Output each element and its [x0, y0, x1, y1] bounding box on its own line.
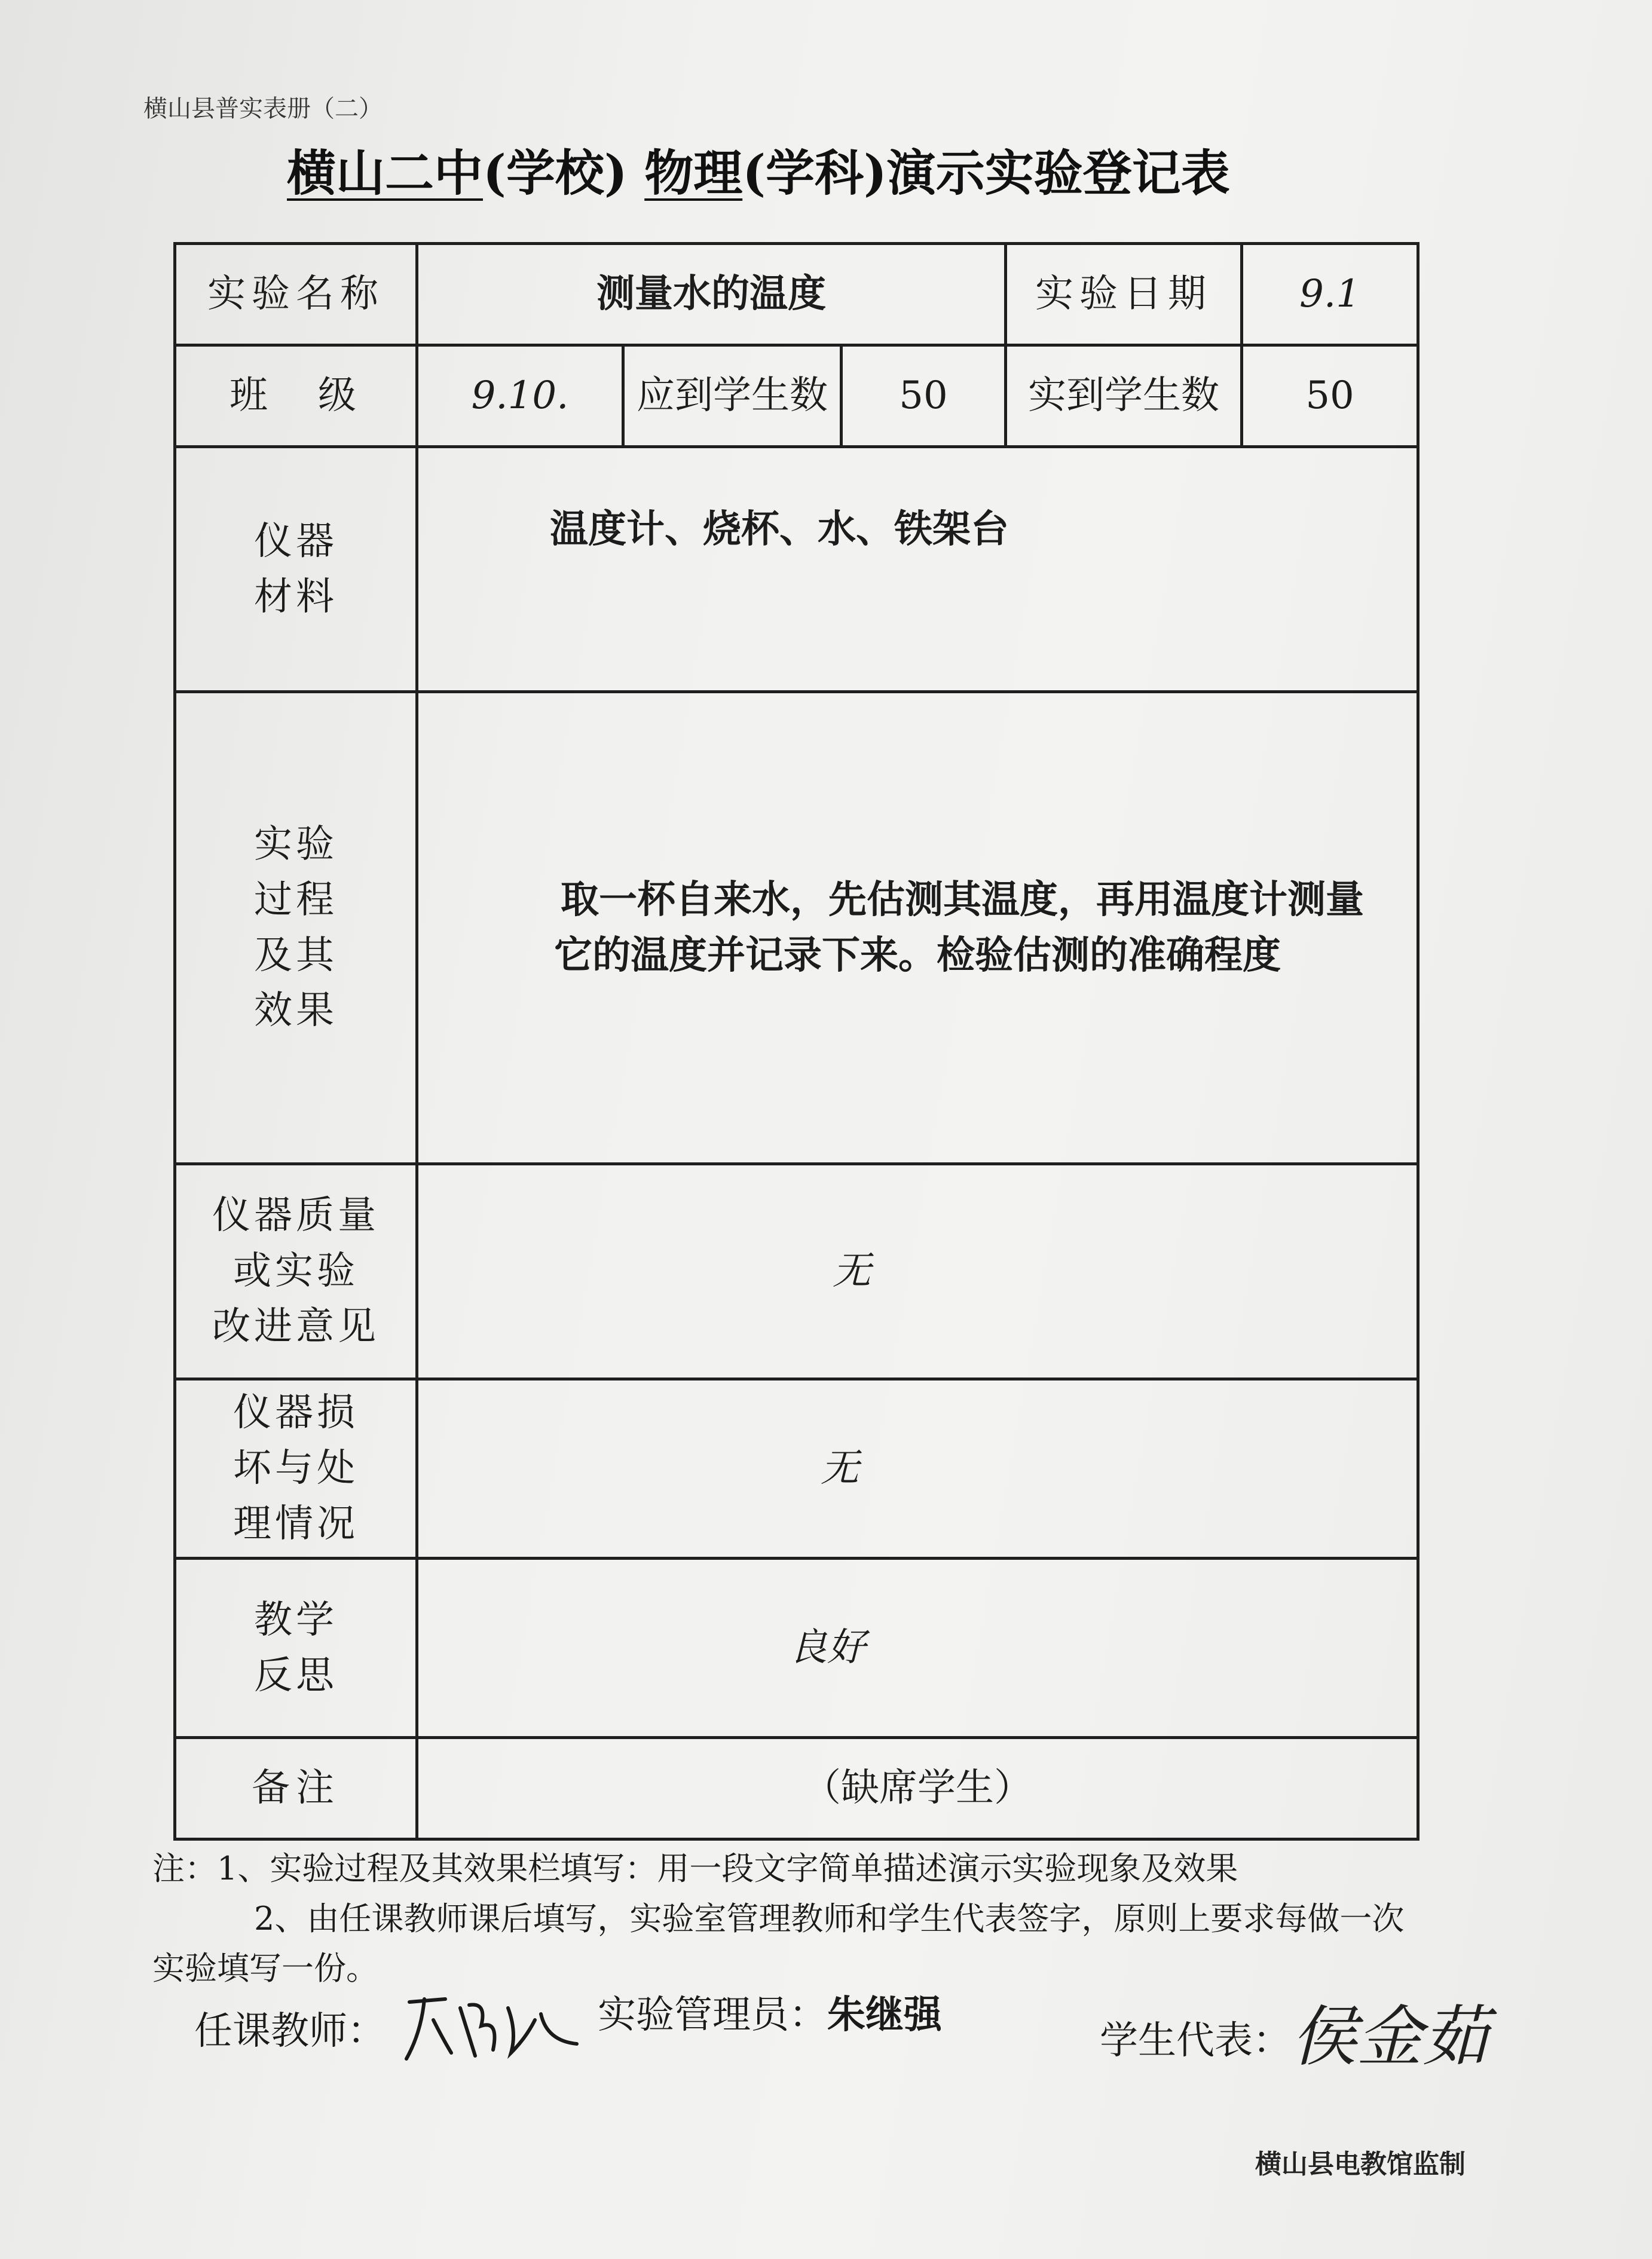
equipment-label-line-2: 材料 [254, 574, 338, 619]
equipment-label-line-1: 仪器 [254, 519, 338, 564]
row-equipment [175, 447, 1418, 692]
quality-label [175, 1164, 417, 1379]
process-label-line-2: 过程 [254, 877, 338, 922]
expected-students-label: 应到学生数 [623, 345, 842, 447]
admin-label: 实验管理员： [598, 1993, 827, 2037]
quality-label-line-2: 或实验 [233, 1249, 359, 1294]
admin-signature-field [598, 1984, 942, 2039]
equipment-value: 温度计、烧杯、水、铁架台 [417, 447, 1418, 692]
process-line-2: 它的温度并记录下来。检验估测的准确程度 [554, 932, 1281, 978]
damage-label-line-1: 仪器损 [233, 1391, 359, 1435]
damage-label-line-2: 坏与处 [233, 1446, 359, 1491]
expected-students-value: 50 [842, 345, 1006, 447]
form-title [287, 134, 1230, 204]
row-quality [175, 1164, 1418, 1379]
note-line-1: 注：1、实验过程及其效果栏填写：用一段文字简单描述演示实验现象及效果 [152, 1850, 1238, 1887]
reflection-label [175, 1559, 417, 1738]
quality-value: 无 [417, 1164, 1418, 1379]
admin-name: 朱继强 [827, 1992, 942, 2037]
note-line-3: 实验填写一份。 [152, 1949, 378, 1988]
note-line-2: 2、由任课教师课后填写，实验室管理教师和学生代表签字，原则上要求每做一次 [254, 1899, 1405, 1937]
row-class [175, 345, 1418, 447]
row-damage [175, 1379, 1418, 1559]
title-school: 横山二中 [287, 145, 484, 202]
form-notes [152, 1844, 1467, 1994]
teacher-handwritten-signature [397, 1984, 583, 2068]
damage-value: 无 [417, 1379, 1418, 1559]
actual-students-value: 50 [1242, 345, 1418, 447]
actual-students-label: 实到学生数 [1006, 345, 1242, 447]
title-rest: (学科)演示实验登记表 [742, 145, 1230, 202]
student-rep-label: 学生代表： [1100, 2019, 1291, 2063]
process-label [175, 692, 417, 1164]
quality-label-line-1: 仪器质量 [212, 1193, 380, 1238]
publisher-footer: 横山县电教馆监制 [1255, 2149, 1466, 2180]
class-label [175, 345, 417, 447]
student-rep-name: 侯金茹 [1291, 1998, 1488, 2075]
student-rep-signature-field [1100, 1984, 1488, 2079]
row-process [175, 692, 1418, 1164]
remarks-value: （缺席学生） [417, 1738, 1418, 1839]
quality-label-line-3: 改进意见 [212, 1304, 380, 1349]
class-value: 9.10. [417, 345, 623, 447]
registration-table [173, 242, 1420, 1841]
class-label-text: 班 级 [230, 374, 362, 418]
damage-label-line-3: 理情况 [233, 1501, 359, 1546]
equipment-label [175, 447, 417, 692]
reflection-label-line-1: 教学 [254, 1597, 338, 1642]
experiment-date-value: 9.1 [1242, 244, 1418, 345]
process-label-line-3: 及其 [254, 933, 338, 978]
row-remarks [175, 1738, 1418, 1839]
experiment-date-label: 实验日期 [1006, 244, 1242, 345]
form-series-label: 横山县普实表册（二） [143, 95, 383, 123]
damage-label [175, 1379, 417, 1559]
reflection-value: 良好 [417, 1559, 1418, 1738]
teacher-label: 任课教师： [194, 2009, 386, 2053]
reflection-label-line-2: 反思 [254, 1653, 338, 1698]
experiment-name-value: 测量水的温度 [417, 244, 1006, 345]
title-school-suffix: (学校) [483, 145, 628, 202]
row-experiment-name [175, 244, 1418, 345]
teacher-signature-field [194, 1984, 583, 2068]
process-label-line-4: 效果 [254, 988, 338, 1033]
title-subject: 物理 [644, 145, 743, 202]
process-value [417, 692, 1418, 1164]
experiment-name-label: 实验名称 [175, 244, 417, 345]
process-label-line-1: 实验 [254, 822, 338, 867]
remarks-label: 备注 [175, 1738, 417, 1839]
row-reflection [175, 1559, 1418, 1738]
process-line-1: 取一杯自来水，先估测其温度，再用温度计测量 [561, 877, 1365, 922]
